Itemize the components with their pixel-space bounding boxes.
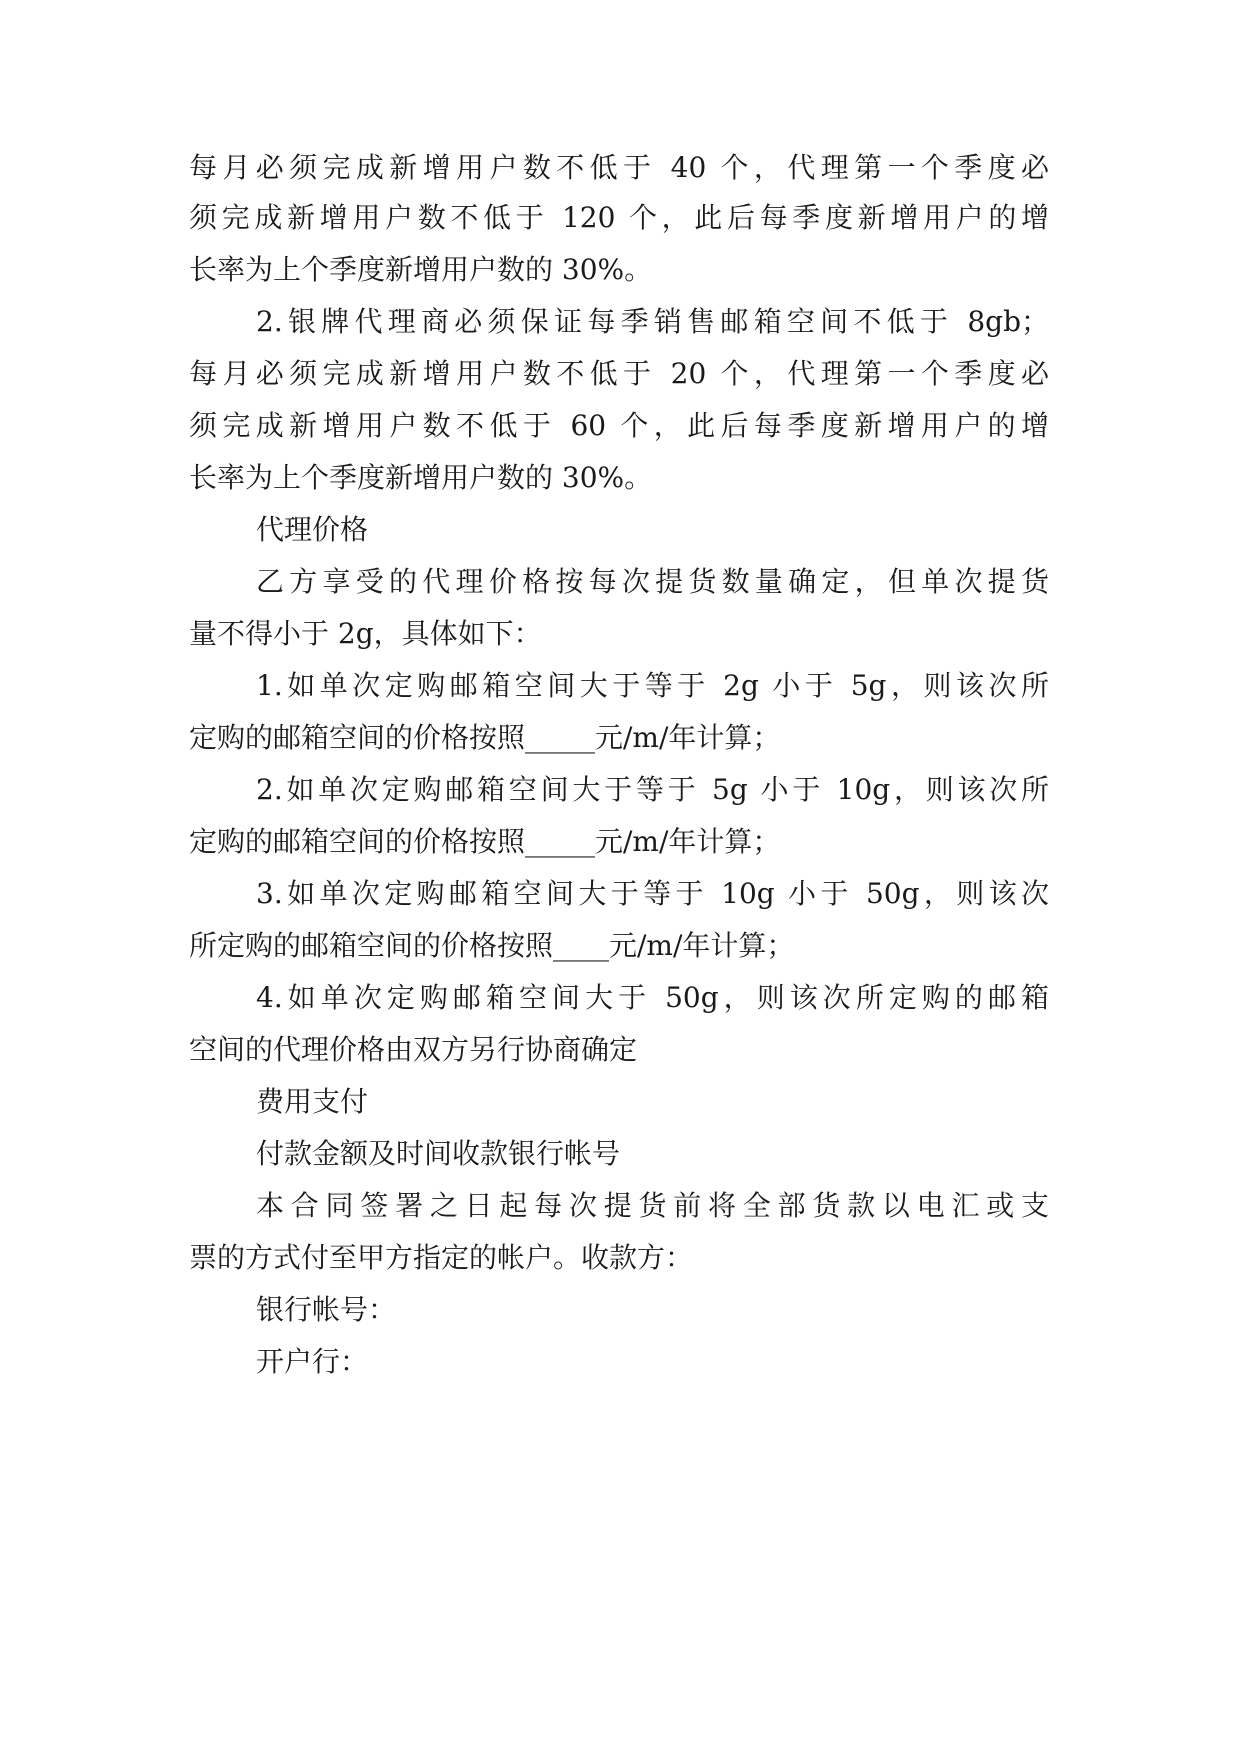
text-line-21: 本合同签署之日起每次提货前将全部货款以电汇或支 — [256, 1189, 1049, 1222]
text-line-1: 每月必须完成新增用户数不低于 40 个，代理第一个季度必 — [189, 151, 1049, 184]
text-line-22: 票的方式付至甲方指定的帐户。收款方： — [189, 1241, 694, 1274]
text-line-18: 空间的代理价格由双方另行协商确定 — [189, 1033, 638, 1066]
text-line-9: 乙方享受的代理价格按每次提货数量确定，但单次提货 — [256, 565, 1049, 598]
text-line-3: 长率为上个季度新增用户数的 30%。 — [189, 253, 653, 286]
text-line-4: 2.银牌代理商必须保证每季销售邮箱空间不低于 8gb； — [256, 305, 1049, 338]
text-line-16: 所定购的邮箱空间的价格按照____元/m/年计算； — [189, 929, 795, 962]
text-line-11: 1.如单次定购邮箱空间大于等于 2g 小于 5g，则该次所 — [256, 669, 1049, 702]
text-line-15: 3.如单次定购邮箱空间大于等于 10g 小于 50g，则该次 — [256, 877, 1049, 910]
text-line-17: 4.如单次定购邮箱空间大于 50g，则该次所定购的邮箱 — [256, 981, 1049, 1014]
text-line-12: 定购的邮箱空间的价格按照_____元/m/年计算； — [189, 721, 781, 754]
text-line-13: 2.如单次定购邮箱空间大于等于 5g 小于 10g，则该次所 — [256, 773, 1049, 806]
text-line-6: 须完成新增用户数不低于 60 个，此后每季度新增用户的增 — [189, 409, 1049, 442]
section-heading-payment: 费用支付 — [256, 1085, 369, 1118]
text-line-2: 须完成新增用户数不低于 120 个，此后每季度新增用户的增 — [189, 201, 1049, 234]
text-line-14: 定购的邮箱空间的价格按照_____元/m/年计算； — [189, 825, 781, 858]
section-heading-agency-price: 代理价格 — [256, 513, 369, 546]
bank-account-label: 银行帐号： — [256, 1293, 397, 1326]
text-line-10: 量不得小于 2g，具体如下： — [189, 617, 542, 650]
text-line-20: 付款金额及时间收款银行帐号 — [256, 1137, 621, 1170]
opening-bank-label: 开户行： — [256, 1345, 369, 1378]
text-line-7: 长率为上个季度新增用户数的 30%。 — [189, 461, 653, 494]
text-line-5: 每月必须完成新增用户数不低于 20 个，代理第一个季度必 — [189, 357, 1049, 390]
